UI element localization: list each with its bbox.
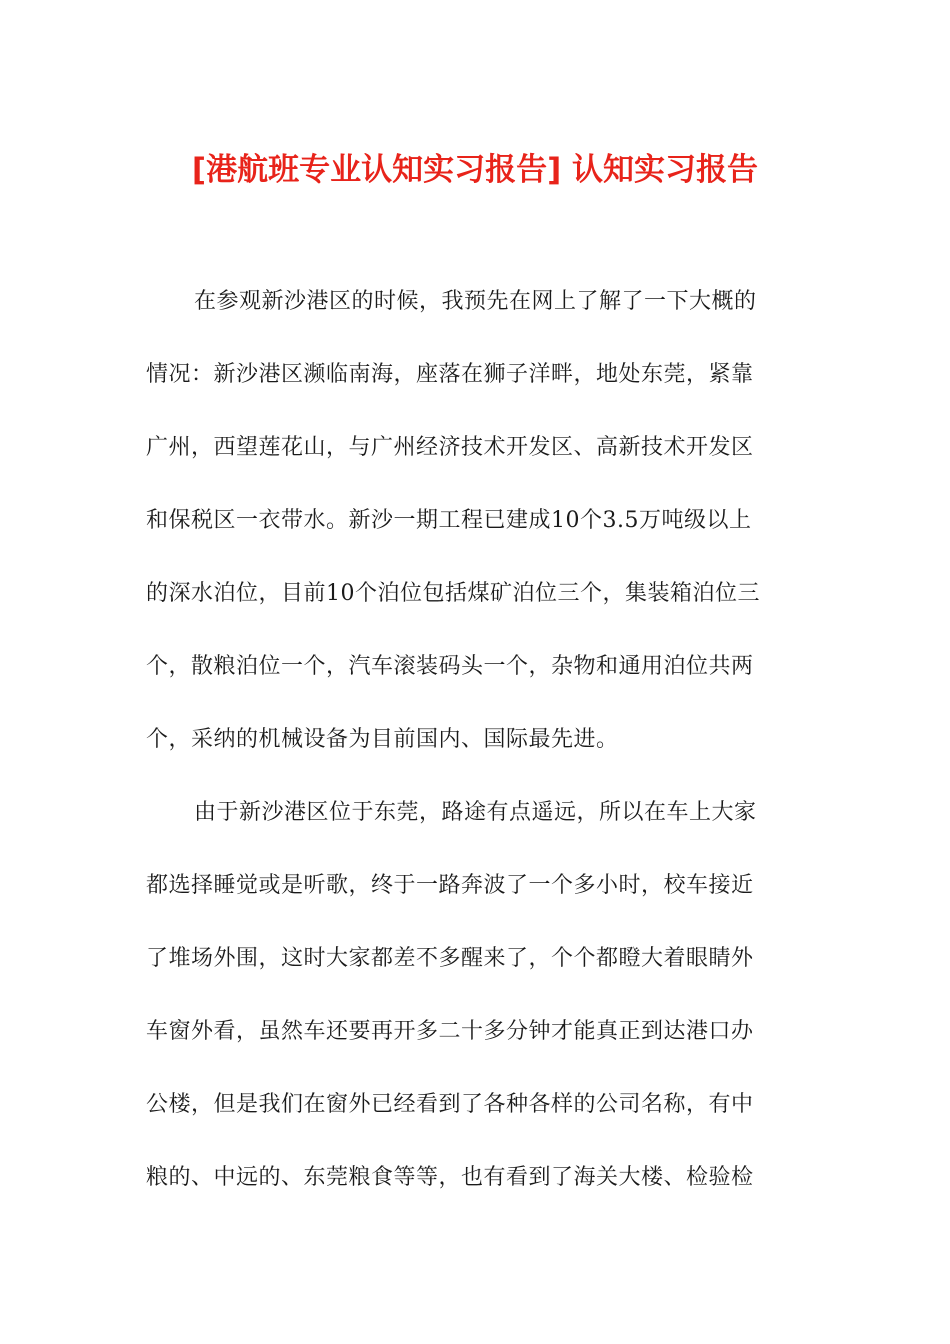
paragraph-line: 粮的、中远的、东莞粮食等等，也有看到了海关大楼、检验检: [146, 1165, 754, 1190]
paragraph-line: 和保税区一衣带水。新沙一期工程已建成10个3.5万吨级以上: [146, 508, 752, 533]
paragraph-line: 车窗外看，虽然车还要再开多二十多分钟才能真正到达港口办: [146, 1019, 754, 1044]
paragraph-line: 在参观新沙港区的时候，我预先在网上了解了一下大概的: [194, 289, 757, 314]
paragraph-line: 个，散粮泊位一个，汽车滚装码头一个，杂物和通用泊位共两: [146, 654, 754, 679]
paragraph-line: 的深水泊位，目前10个泊位包括煤矿泊位三个，集装箱泊位三: [146, 581, 760, 606]
paragraph-line: 个，采纳的机械设备为目前国内、国际最先进。: [146, 727, 619, 752]
paragraph-line: 广州，西望莲花山，与广州经济技术开发区、高新技术开发区: [146, 435, 754, 460]
document-body: [146, 280, 806, 1229]
paragraph-line: 都选择睡觉或是听歌，终于一路奔波了一个多小时，校车接近: [146, 873, 754, 898]
paragraph-line: 由于新沙港区位于东莞，路途有点遥远，所以在车上大家: [194, 800, 757, 825]
document-title: [港航班专业认知实习报告] 认知实习报告: [191, 152, 759, 188]
paragraph-line: 公楼，但是我们在窗外已经看到了各种各样的公司名称，有中: [146, 1092, 754, 1117]
paragraph-line: 情况：新沙港区濒临南海，座落在狮子洋畔，地处东莞，紧靠: [146, 362, 754, 387]
paragraph-line: 了堆场外围，这时大家都差不多醒来了，个个都瞪大着眼睛外: [146, 946, 754, 971]
